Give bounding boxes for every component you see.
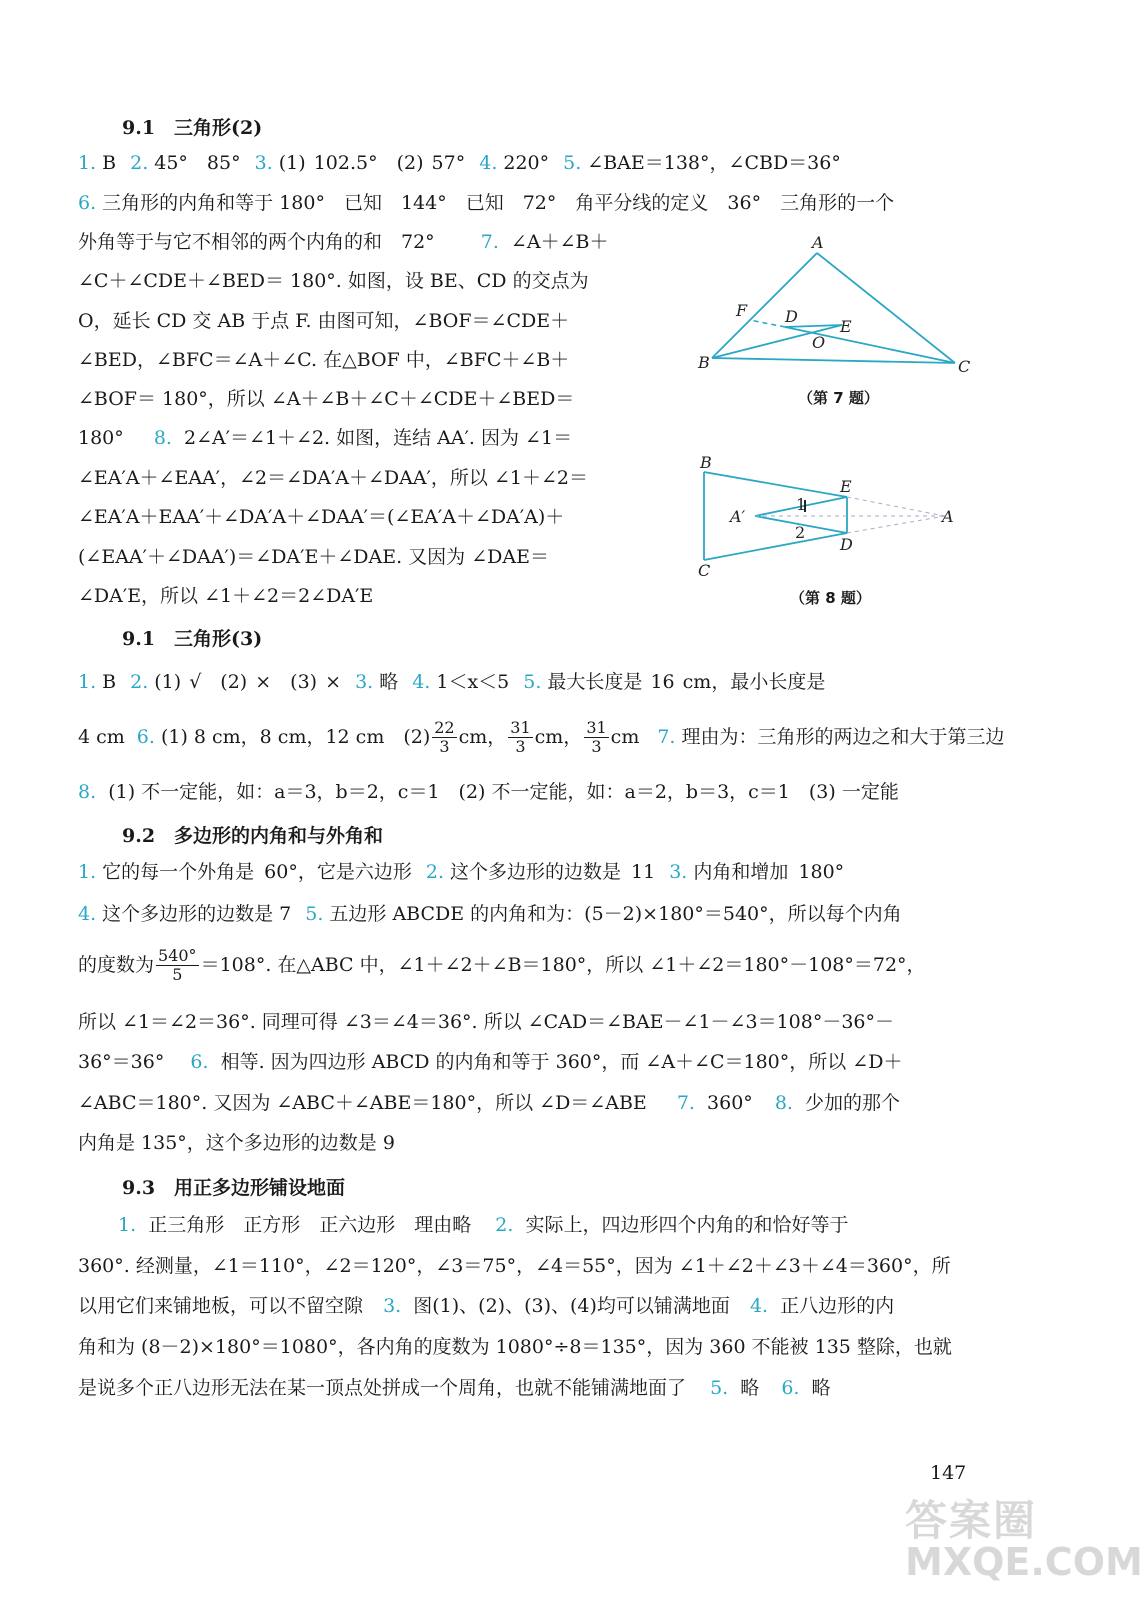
fraction: $\frac{31}{3}$ — [586, 717, 607, 756]
answer-line: ∠EA′A＋EAA′＋∠DA′A＋∠DAA′＝(∠EA′A＋∠DA′A)＋ — [78, 506, 565, 528]
answer-line — [78, 231, 608, 253]
question-number: 4. — [412, 671, 431, 693]
label-e: E — [840, 317, 852, 336]
question-number: 7. — [480, 231, 499, 253]
answer-line: ∠EA′A＋∠EAA′，∠2＝∠DA′A＋∠DAA′，所以 ∠1＋∠2＝ — [78, 467, 588, 489]
watermark-url: MXQE.COM — [905, 1540, 1143, 1584]
answer-line — [78, 903, 902, 925]
answer-line: 内角是 135°，这个多边形的边数是 9 — [78, 1132, 395, 1154]
answer-text: 图(1)、(2)、(3)、(4)均可以铺满地面 — [413, 1295, 730, 1317]
answer-text: 220° — [503, 152, 550, 174]
unit: cm — [610, 726, 640, 748]
unit: cm， — [534, 726, 583, 748]
section-title: 9.1 三角形(2) — [122, 117, 263, 139]
answer-text: ∠ABC＝180°. 又因为 ∠ABC＋∠ABE＝180°，所以 ∠D＝∠ABE — [78, 1092, 647, 1114]
answer-text: 略 — [740, 1377, 760, 1399]
question-number: 7. — [676, 1092, 695, 1114]
answer-line — [78, 944, 926, 986]
label-a: A — [812, 233, 824, 252]
figure-caption: （第 7 题） — [798, 389, 879, 407]
label-f: F — [736, 301, 748, 320]
question-number: 2. — [425, 861, 444, 883]
answer-line: 角和为 (8－2)×180°＝1080°，各内角的度数为 1080°÷8＝135°，因为 360 不能被 135 整除，也就 — [78, 1336, 952, 1358]
label-angle-2: 2 — [795, 523, 806, 542]
answer-text: 内角和增加 180° — [693, 861, 845, 883]
answer-text: (1) √ (2) × (3) × — [154, 671, 342, 693]
answer-text: 五边形 ABCDE 的内角和为：(5－2)×180°＝540°，所以每个内角 — [329, 903, 902, 925]
question-number: 6. — [781, 1377, 800, 1399]
answer-line — [78, 192, 894, 214]
answer-text: 三角形的内角和等于 180° 已知 144° 已知 72° 角平分线的定义 36° 三角形的一个 — [102, 192, 895, 214]
answer-line: ∠C＋∠CDE＋∠BED＝ 180°. 如图，设 BE、CD 的交点为 — [78, 270, 589, 292]
question-number: 2. — [130, 671, 149, 693]
answer-text: 最大长度是 16 cm，最小长度是 — [547, 671, 826, 693]
question-number: 5. — [523, 671, 542, 693]
answer-text: ∠BAE＝138°，∠CBD＝36° — [587, 152, 841, 174]
question-number: 1. — [118, 1214, 137, 1236]
question-number: 8. — [774, 1092, 793, 1114]
answer-line: 360°. 经测量，∠1＝110°，∠2＝120°，∠3＝75°，∠4＝55°，因为 ∠1＋∠2＋∠3＋∠4＝360°，所 — [78, 1255, 951, 1277]
answer-text: 1＜x＜5 — [436, 671, 510, 693]
label-angle-1: 1 — [796, 495, 807, 514]
answer-text: (1) 102.5° (2) 57° — [278, 152, 466, 174]
answer-text: 略 — [379, 671, 399, 693]
section-title: 9.3 用正多边形铺设地面 — [122, 1177, 346, 1199]
answer-text: (1) 8 cm，8 cm，12 cm (2) — [160, 726, 431, 748]
question-number: 2. — [130, 152, 149, 174]
answer-text: 正三角形 正方形 正六边形 理由略 — [148, 1214, 472, 1236]
answer-text: 180° — [78, 427, 124, 449]
figure-caption: （第 8 题） — [790, 589, 871, 607]
section-title: 9.1 三角形(3) — [122, 628, 263, 650]
answer-line — [78, 1051, 902, 1073]
answer-text: 以用它们来铺地板，可以不留空隙 — [78, 1295, 364, 1317]
answer-line: ∠BOF＝ 180°，所以 ∠A＋∠B＋∠C＋∠CDE＋∠BED＝ — [78, 388, 575, 410]
question-number: 2. — [495, 1214, 514, 1236]
answer-text: B — [102, 152, 117, 174]
answer-text: ＝108°. 在△ABC 中，∠1＋∠2＋∠B＝180°，所以 ∠1＋∠2＝180°－108°＝72°， — [200, 954, 926, 976]
answer-text: 45° 85° — [154, 152, 241, 174]
label-b: B — [700, 453, 712, 472]
label-a-prime: A′ — [730, 507, 746, 526]
answer-line — [78, 1092, 900, 1114]
question-number: 1. — [78, 861, 97, 883]
answer-text: 是说多个正八边形无法在某一顶点处拼成一个周角，也就不能铺满地面了 — [78, 1377, 687, 1399]
question-number: 6. — [136, 726, 155, 748]
label-d: D — [785, 307, 798, 326]
answer-line — [78, 1214, 848, 1236]
question-number: 3. — [355, 671, 374, 693]
question-number: 7. — [657, 726, 676, 748]
section-title: 9.2 多边形的内角和与外角和 — [122, 825, 384, 847]
answer-line — [78, 861, 844, 883]
question-number: 6. — [78, 192, 97, 214]
answer-line: ∠DA′E，所以 ∠1＋∠2＝2∠DA′E — [78, 585, 374, 607]
answer-text: (1) 不一定能，如：a＝3，b＝2，c＝1 (2) 不一定能，如：a＝2，b＝3，c＝1 (3) 一定能 — [108, 781, 899, 803]
answer-text: 理由为：三角形的两边之和大于第三边 — [681, 726, 1005, 748]
label-c: C — [958, 357, 971, 376]
fraction: $\frac{540^\circ}{5}$ — [158, 945, 197, 984]
answer-text: 2∠A′＝∠1＋∠2. 如图，连结 AA′. 因为 ∠1＝ — [184, 427, 573, 449]
answer-text: 它的每一个外角是 60°，它是六边形 — [102, 861, 412, 883]
answer-text: 的度数为 — [78, 954, 155, 976]
question-number: 8. — [78, 781, 97, 803]
question-number: 5. — [710, 1377, 729, 1399]
question-number: 1. — [78, 152, 97, 174]
fraction: $\frac{31}{3}$ — [510, 717, 531, 756]
answer-line: (∠EAA′＋∠DAA′)＝∠DA′E＋∠DAE. 又因为 ∠DAE＝ — [78, 546, 549, 568]
answer-line: 所以 ∠1＝∠2＝36°. 同理可得 ∠3＝∠4＝36°. 所以 ∠CAD＝∠BAE－∠1－∠3＝108°－36°－ — [78, 1011, 895, 1033]
watermark: 答案圈 — [905, 1496, 1038, 1545]
question-number: 1. — [78, 671, 97, 693]
question-number: 4. — [479, 152, 498, 174]
answer-line — [78, 427, 572, 449]
answer-text: 正八边形的内 — [780, 1295, 895, 1317]
answer-line — [78, 716, 1005, 758]
answer-line — [78, 1295, 894, 1317]
answer-line: O，延长 CD 交 AB 于点 F. 由图可知，∠BOF＝∠CDE＋ — [78, 310, 570, 332]
label-c: C — [698, 561, 711, 580]
label-e: E — [840, 477, 852, 496]
label-d: D — [840, 535, 853, 554]
answer-line — [78, 1377, 831, 1399]
answer-line — [78, 152, 841, 174]
figure-8 — [690, 450, 970, 580]
question-number: 4. — [78, 903, 97, 925]
label-o: O — [812, 333, 826, 352]
question-number: 5. — [563, 152, 582, 174]
question-number: 8. — [153, 427, 172, 449]
answer-text: 实际上，四边形四个内角的和恰好等于 — [525, 1214, 849, 1236]
answer-line: ∠BED，∠BFC＝∠A＋∠C. 在△BOF 中，∠BFC＋∠B＋ — [78, 349, 570, 371]
unit: cm， — [458, 726, 507, 748]
answer-text: 略 — [811, 1377, 831, 1399]
answer-text: ∠A＋∠B＋ — [510, 231, 609, 253]
answer-text: 36°＝36° — [78, 1051, 165, 1073]
question-number: 4. — [749, 1295, 769, 1317]
label-a: A — [942, 507, 954, 526]
answer-text: 360° — [707, 1092, 753, 1114]
answer-text: 4 cm — [78, 726, 125, 748]
answer-text: 这个多边形的边数是 7 — [102, 903, 292, 925]
question-number: 3. — [383, 1295, 402, 1317]
answer-text: 相等. 因为四边形 ABCD 的内角和等于 360°，而 ∠A＋∠C＝180°，所以 ∠D＋ — [220, 1051, 903, 1073]
fraction: $\frac{22}{3}$ — [434, 717, 455, 756]
question-number: 3. — [254, 152, 273, 174]
question-number: 6. — [190, 1051, 209, 1073]
answer-line — [78, 781, 899, 803]
figure-7 — [690, 228, 990, 378]
question-number: 3. — [669, 861, 688, 883]
label-b: B — [698, 353, 710, 372]
page-number: 147 — [930, 1462, 967, 1484]
answer-text: 少加的那个 — [805, 1092, 901, 1114]
answer-text: 外角等于与它不相邻的两个内角的和 72° — [78, 231, 435, 253]
answer-text: B — [102, 671, 117, 693]
question-number: 5. — [305, 903, 324, 925]
answer-text: 这个多边形的边数是 11 — [450, 861, 656, 883]
answer-line — [78, 671, 825, 693]
